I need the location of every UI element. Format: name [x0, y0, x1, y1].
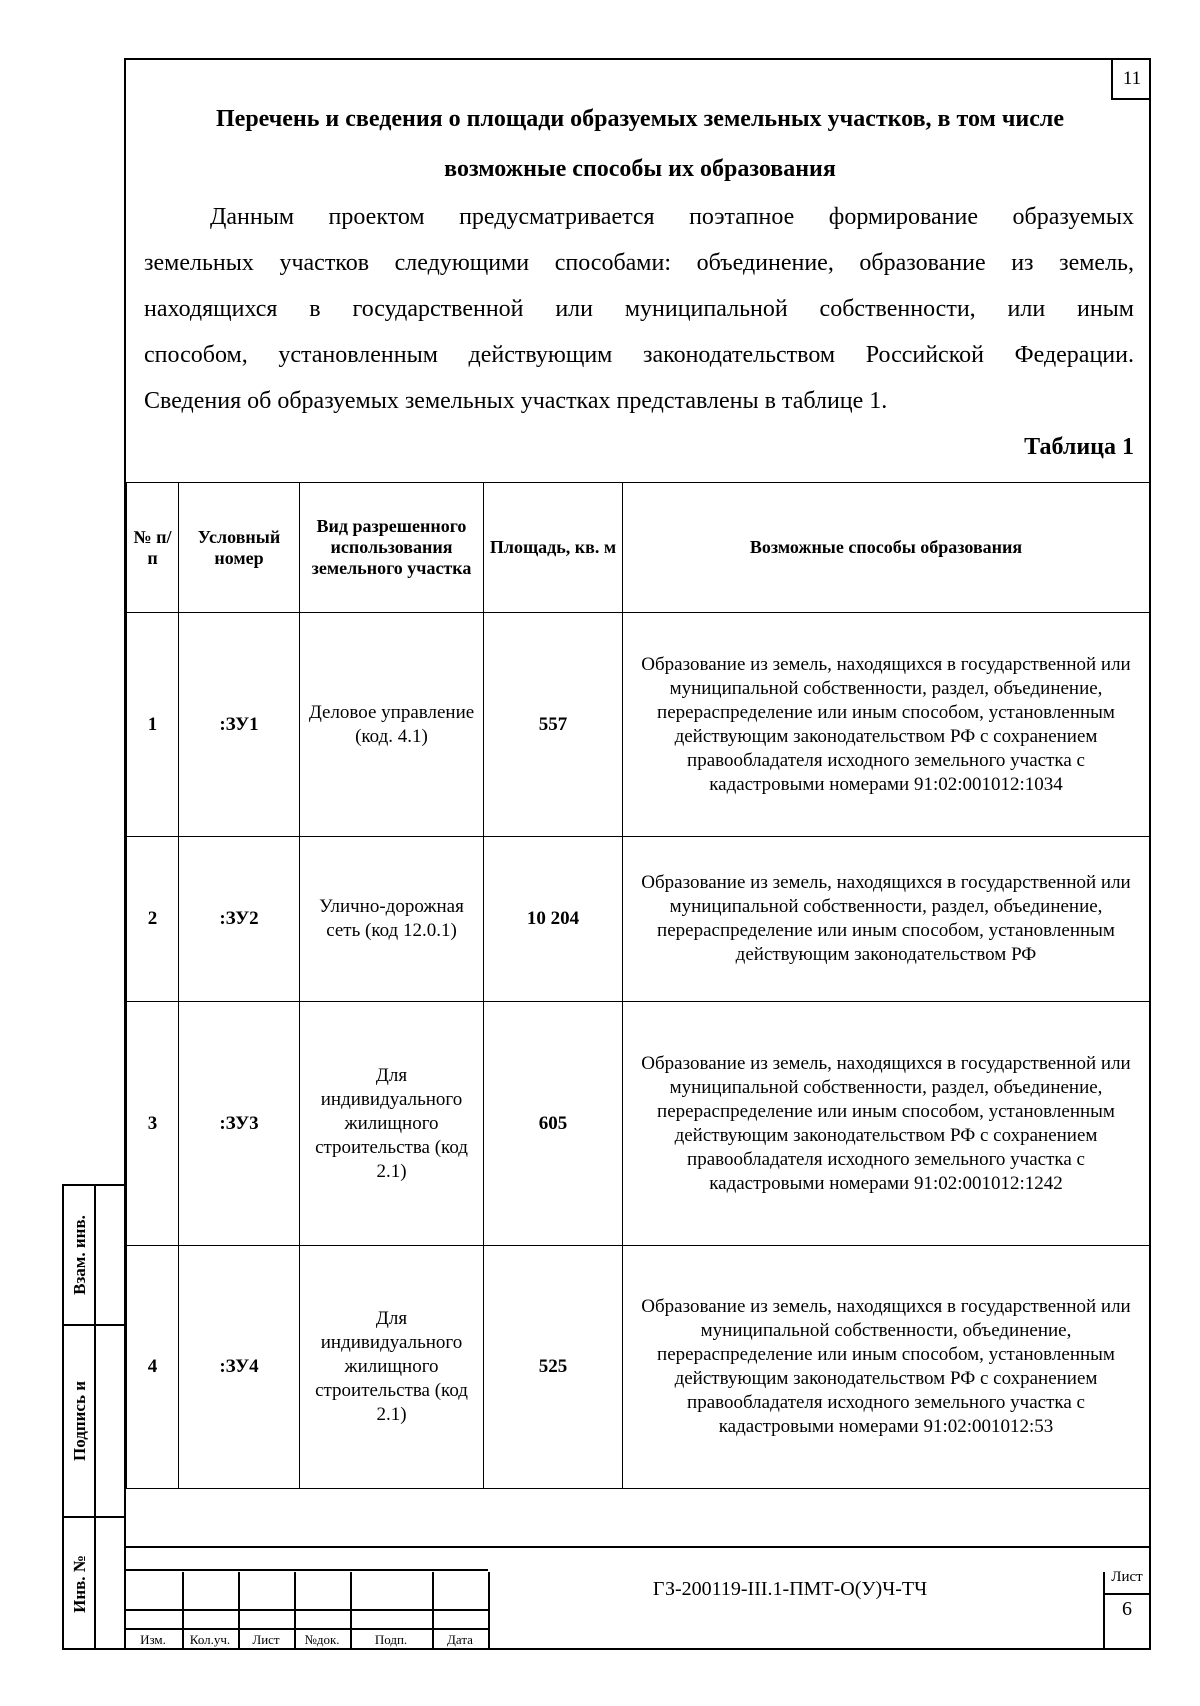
cell-method: Образование из земель, находящихся в государственной или муниципальной собственности, раздел, объединение, перераспределение или иным способом, установленным действующим законодательством РФ	[623, 837, 1150, 1002]
header-use-type: Вид разрешенного использования земельного участка	[300, 483, 484, 613]
cell-use-type: Для индивидуального жилищного строительства (код 2.1)	[300, 1002, 484, 1246]
header-method: Возможные способы образования	[623, 483, 1150, 613]
table-row	[127, 1246, 1150, 1489]
land-plots-table	[126, 482, 1150, 1489]
cell-use-type: Деловое управление (код. 4.1)	[300, 613, 484, 837]
cell-num: 4	[127, 1246, 179, 1489]
table-caption: Таблица 1	[1024, 434, 1134, 460]
stamp-label-list: Лист	[252, 1632, 280, 1647]
header-cond-number: Условный номер	[179, 483, 300, 613]
header-num: № п/п	[127, 483, 179, 613]
side-label-podpis: Подпись и	[70, 1380, 90, 1462]
cell-method: Образование из земель, находящихся в государственной или муниципальной собственности, объединение, перераспределение или иным способом, установленным действующим законодательством РФ с сохранением правообладателя исходного земельного участка с кадастровыми номерами 91:02:001012:53	[623, 1246, 1150, 1489]
cell-num: 2	[127, 837, 179, 1002]
cell-area: 525	[484, 1246, 623, 1489]
stamp-label-izm: Изм.	[140, 1632, 166, 1647]
paragraph-line: Данным проектом предусматривается поэтапное формирование образуемых	[210, 204, 1134, 230]
cell-num: 3	[127, 1002, 179, 1246]
cell-area: 557	[484, 613, 623, 837]
page-number: 11	[1111, 60, 1151, 100]
stamp-label-podp: Подп.	[374, 1632, 408, 1647]
paragraph-line: земельных участков следующими способами: объединение, образование из земель,	[144, 250, 1134, 276]
sheet-number: 6	[1122, 1598, 1132, 1620]
intro-paragraph	[144, 194, 1134, 424]
table-row	[127, 837, 1150, 1002]
header-area: Площадь, кв. м	[484, 483, 623, 613]
table-row	[127, 1002, 1150, 1246]
cell-cond-number: :ЗУ2	[179, 837, 300, 1002]
side-stamp	[62, 1184, 124, 1650]
cell-cond-number: :ЗУ1	[179, 613, 300, 837]
cell-use-type: Улично-дорожная сеть (код 12.0.1)	[300, 837, 484, 1002]
paragraph-line: Сведения об образуемых земельных участках представлены в таблице 1.	[144, 388, 888, 414]
page-title-line1: Перечень и сведения о площади образуемых земельных участков, в том числе	[216, 106, 1064, 132]
stamp-label-ndok: №док.	[304, 1632, 340, 1647]
cell-area: 605	[484, 1002, 623, 1246]
cell-cond-number: :ЗУ3	[179, 1002, 300, 1246]
side-label-vzam-inv: Взам. инв.	[70, 1215, 89, 1295]
stamp-label-kol-uch: Кол.уч.	[189, 1632, 231, 1647]
page-title-line2: возможные способы их образования	[444, 156, 836, 182]
cell-area: 10 204	[484, 837, 623, 1002]
cell-method: Образование из земель, находящихся в государственной или муниципальной собственности, раздел, объединение, перераспределение или иным способом, установленным действующим законодательством РФ с сохранением правообладателя исходного земельного участка с кадастровыми номерами 91:02:001012:1242	[623, 1002, 1150, 1246]
cell-method: Образование из земель, находящихся в государственной или муниципальной собственности, раздел, объединение, перераспределение или иным способом, установленным действующим законодательством РФ с сохранением правообладателя исходного земельного участка с кадастровыми номерами 91:02:001012:1034	[623, 613, 1150, 837]
side-label-inv-no: Инв. №	[70, 1555, 90, 1613]
stamp-label-data: Дата	[447, 1632, 473, 1647]
cell-num: 1	[127, 613, 179, 837]
document-code: ГЗ-200119-III.1-ПМТ-О(У)Ч-ТЧ	[652, 1578, 928, 1600]
table-header-row	[127, 483, 1150, 613]
paragraph-line: находящихся в государственной или муниципальной собственности, или иным	[144, 296, 1134, 322]
cell-use-type: Для индивидуального жилищного строительства (код 2.1)	[300, 1246, 484, 1489]
table-row	[127, 613, 1150, 837]
sheet-label: Лист	[1111, 1569, 1143, 1585]
paragraph-line: способом, установленным действующим законодательством Российской Федерации.	[144, 342, 1134, 368]
cell-cond-number: :ЗУ4	[179, 1246, 300, 1489]
